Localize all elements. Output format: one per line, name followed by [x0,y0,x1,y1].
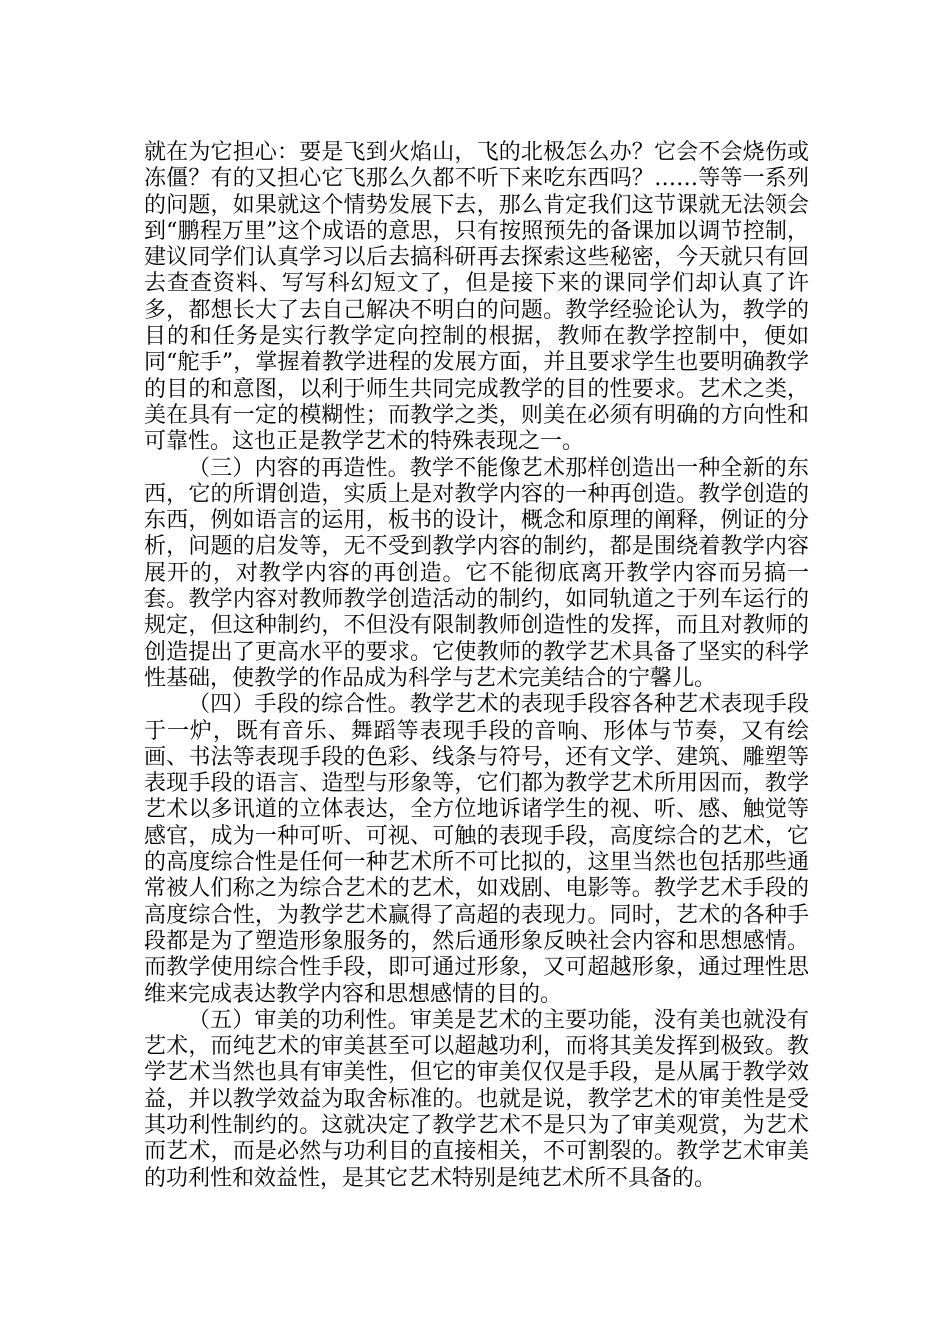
paragraph-section-3: （三）内容的再造性。教学不能像艺术那样创造出一种全新的东西，它的所谓创造，实质上是对教学内容的一种再创造。教学创造的东西，例如语言的运用，板书的设计，概念和原理的阐释，例证的分析，问题的启发等，无不受到教学内容的制约，都是围绕着教学内容展开的，对教学内容的再创造。它不能彻底离开教学内容而另搞一套。教学内容对教师教学创造活动的制约，如同轨道之于列车运行的规定，但这种制约，不但没有限制教师创造性的发挥，而且对教师的创造提出了更高水平的要求。它使教师的教学艺术具备了坚实的科学性基础，使教学的作品成为科学与艺术完美结合的宁馨儿。 [144,455,809,691]
paragraph-section-5: （五）审美的功利性。审美是艺术的主要功能，没有美也就没有艺术，而纯艺术的审美甚至可以超越功利，而将其美发挥到极致。教学艺术当然也具有审美性，但它的审美仅仅是手段，是从属于教学效益，并以教学效益为取舍标准的。也就是说，教学艺术的审美性是受其功利性制约的。这就决定了教学艺术不是只为了审美观赏，为艺术而艺术，而是必然与功利目的直接相关，不可割裂的。教学艺术审美的功利性和效益性，是其它艺术特别是纯艺术所不具备的。 [144,1007,809,1191]
paragraph-continuation: 就在为它担心：要是飞到火焰山，飞的北极怎么办？它会不会烧伤或冻僵？有的又担心它飞那么久都不听下来吃东西吗？……等等一系列的问题，如果就这个情势发展下去，那么肯定我们这节课就无法领会到“鹏程万里”这个成语的意思，只有按照预先的备课加以调节控制，建议同学们认真学习以后去搞科研再去探索这些秘密，今天就只有回去查查资料、写写科幻短文了，但是接下来的课同学们却认真了许多，都想长大了去自己解决不明白的问题。教学经验论认为，教学的目的和任务是实行教学定向控制的根据，教师在教学控制中，便如同“舵手”，掌握着教学进程的发展方面，并且要求学生也要明确教学的目的和意图，以利于师生共同完成教学的目的性要求。艺术之类，美在具有一定的模糊性；而教学之类，则美在必须有明确的方向性和可靠性。这也正是教学艺术的特殊表现之一。 [144,140,809,455]
document-body [144,140,809,1192]
paragraph-section-4: （四）手段的综合性。教学艺术的表现手段容各种艺术表现手段于一炉，既有音乐、舞蹈等表现手段的音响、形体与节奏，又有绘画、书法等表现手段的色彩、线条与符号，还有文学、建筑、雕塑等表现手段的语言、造型与形象等，它们都为教学艺术所用因而，教学艺术以多讯道的立体表达，全方位地诉诸学生的视、听、感、触觉等感官，成为一种可听、可视、可触的表现手段，高度综合的艺术，它的高度综合性是任何一种艺术所不可比拟的，这里当然也包括那些通常被人们称之为综合艺术的艺术，如戏剧、电影等。教学艺术手段的高度综合性，为教学艺术赢得了高超的表现力。同时，艺术的各种手段都是为了塑造形象服务的，然后通形象反映社会内容和思想感情。而教学使用综合性手段，即可通过形象，又可超越形象，通过理性思维来完成表达教学内容和思想感情的目的。 [144,692,809,1007]
